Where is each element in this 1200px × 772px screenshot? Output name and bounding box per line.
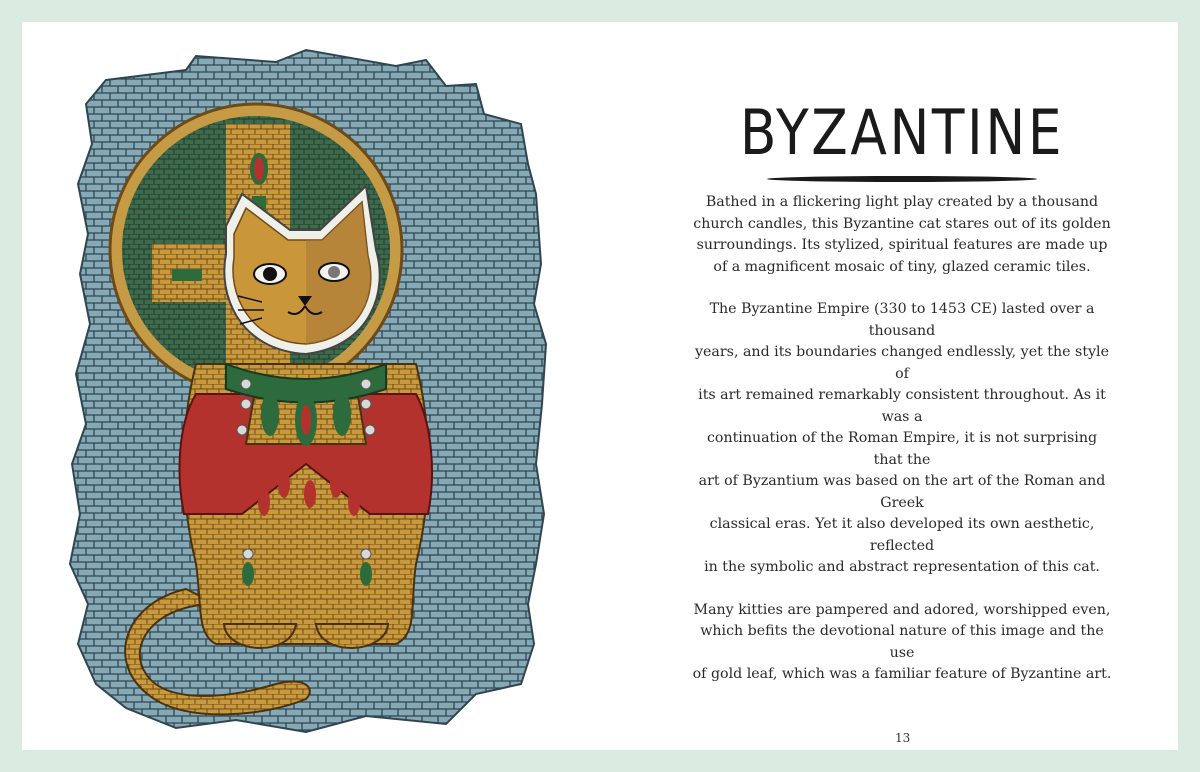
paragraph-intro: Bathed in a flickering light play created by a thousand church candles, this Byzantine cat stares out of its golden surroundings. Its stylized, spiritual features are made up of a magnificent mosaic of tiny, glazed ceramic tiles. <box>693 194 1111 275</box>
paragraph-devotion: Many kitties are pampered and adored, worshipped even, which befits the devotional nature of this image and the use of gold leaf, which was a familiar feature of Byzantine art. <box>692 601 1112 682</box>
book-page <box>22 22 1178 750</box>
title-underline <box>767 176 1037 182</box>
page-title: BYZANTINE <box>739 96 1065 169</box>
page-number: 13 <box>895 731 911 745</box>
byzantine-cat-illustration <box>66 44 556 734</box>
text-column <box>692 96 1112 686</box>
paragraph-history: The Byzantine Empire (330 to 1453 CE) lasted over a thousand years, and its boundaries changed endlessly, yet the style of its art remained remarkably consistent throughout. As it was a continuation of the Roman Empire, it is not surprising that the art of Byzantium was based on the art of the Roman and Greek classical eras. Yet it also developed its own aesthetic, reflected in the symbolic and abstract representation of this cat. <box>695 301 1109 575</box>
